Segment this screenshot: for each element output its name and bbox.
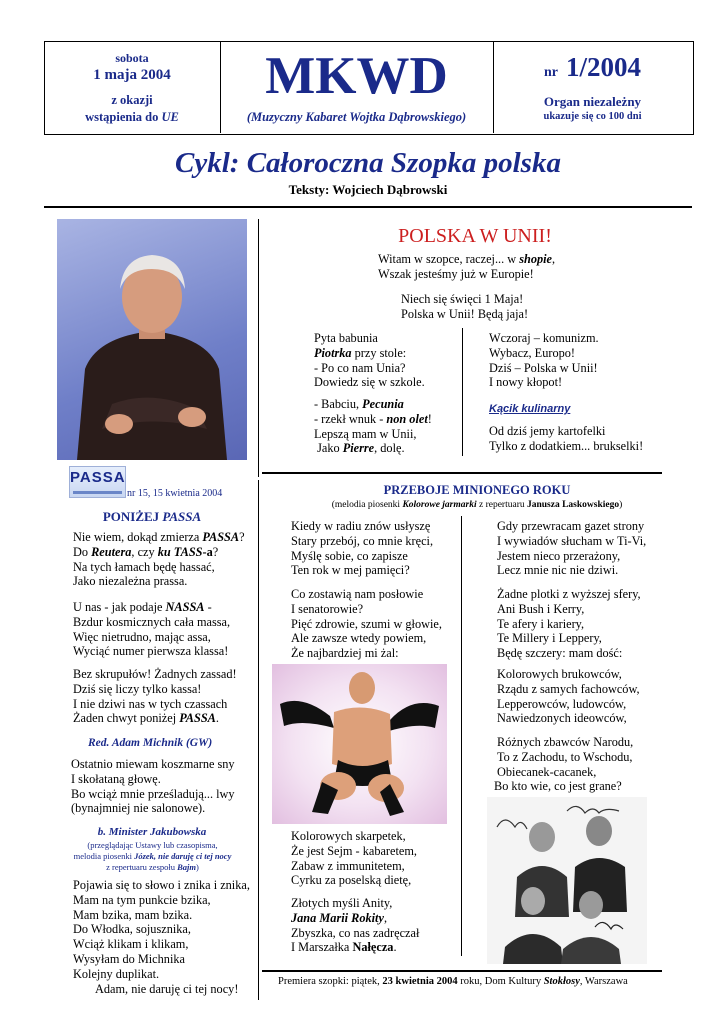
- przeboje-note: (melodia piosenki Kolorowe jarmarki z repertuaru Janusza Laskowskiego): [331, 500, 623, 510]
- przeboje-title: PRZEBOJE MINIONEGO ROKU: [383, 483, 571, 497]
- portrait-illustration: [57, 219, 247, 460]
- headline-title: Cykl: Całoroczna Szopka polska: [175, 147, 561, 179]
- column-divider-bottom: [258, 480, 259, 1000]
- masthead-issue: nr 1/2004: [543, 52, 641, 82]
- footer-premiere: Premiera szopki: piątek, 23 kwietnia 2004 roku, Dom Kultury Stokłosy, Warszawa: [278, 976, 628, 987]
- michnik-stanza: Ostatnio miewam koszmarne sny I skołataną głowę. Bo wciąż mnie prześladują... lwy (bynajmniej nie salonowe).: [71, 757, 235, 816]
- polska-right-stanza-2: Od dziś jemy kartofelki Tylko z dodatkiem... brukselki!: [489, 424, 644, 453]
- passa-stanza-1: Nie wiem, dokąd zmierza PASSA? Do Reutera, czy ku TASS-a? Na tych łamach będę hassać, Jako niezależna prassa.: [73, 530, 245, 589]
- section-rule: [262, 472, 662, 474]
- masthead-occasion-2: wstąpienia do UE: [85, 110, 179, 124]
- masthead-occasion-1: z okazji: [111, 93, 153, 107]
- masthead-subtitle: (Muzyczny Kabaret Wojtka Dąbrowskiego): [246, 110, 467, 124]
- jakubowska-note: (przeglądając Ustawy lub czasopisma, melodia piosenki Józek, nie daruję ci tej nocy z repertuaru zespołu Bajm): [73, 840, 232, 872]
- portrait-photo: [57, 219, 247, 460]
- przeboje-right-2: Żadne plotki z wyższej sfery, Ani Bush i Kerry, Te afery i kariery, Te Millery i Leppery, Będę szczery: mam dość:: [497, 587, 641, 661]
- headline-rule: [44, 206, 692, 208]
- group-photo: [487, 797, 647, 964]
- polska-left-stanza-2: - Babciu, Pecunia - rzekł wnuk - non olet! Lepszą mam w Unii, Jako Pierre, dolę.: [314, 397, 432, 456]
- masthead-date: 1 maja 2004: [93, 67, 171, 83]
- przeboje-left-1: Kiedy w radiu znów usłyszę Stary przebój, co mnie kręci, Myślę sobie, co zapisze Ten rok w mej pamięci?: [291, 519, 434, 578]
- jumping-figure-photo: [272, 664, 447, 824]
- jakubowska-stanza: Pojawia się to słowo i znika i znika, Mam na tym punkcie bzika, Mam bzika, mam bzika. Do Włodka, sojusznika, Wciąż klikam i klikam, Wysyłam do Michnika Kolejny duplikat. Adam, nie daruję ci tej nocy!: [73, 878, 250, 996]
- michnik-title: Red. Adam Michnik (GW): [88, 737, 213, 749]
- passa-stanza-2: U nas - jak podaje NASSA - Bzdur kosmicznych cała massa, Więc nietrudno, mając assa, Wyciąć numer pierwsza klassa!: [73, 600, 231, 659]
- passa-title: PONIŻEJ PASSA: [102, 509, 202, 524]
- przeboje-left-2: Co zostawią nam posłowie I senatorowie? Pięć zdrowie, szumi w głowie, Ale zawsze wtedy powiem, Że najbardziej mi żal:: [291, 587, 442, 661]
- przeboje-right-1: Gdy przewracam gazet strony I wywiadów słucham w Ti-Vi, Jestem nieco przerażony, Lecz mnie nic nie dziwi.: [497, 519, 647, 578]
- polska-intro: Witam w szopce, raczej... w shopie, Wszak jesteśmy już w Europie!: [378, 252, 556, 281]
- polska-title: POLSKA W UNII!: [398, 225, 552, 247]
- masthead-day: sobota: [115, 51, 149, 65]
- polska-right-stanza-1: Wczoraj – komunizm. Wybacz, Europo! Dziś – Polska w Unii! I nowy kłopot!: [489, 331, 599, 390]
- kacik-kulinarny: Kącik kulinarny: [489, 403, 571, 415]
- headline-authors: Teksty: Wojciech Dąbrowski: [288, 182, 448, 197]
- polska-intro-2: Niech się święci 1 Maja! Polska w Unii! Będą jaja!: [401, 292, 529, 321]
- passa-logo-text: PASSA: [70, 469, 126, 486]
- przeboje-left-4: Złotych myśli Anity, Jana Marii Rokity, Zbyszka, co nas zadręczał I Marszałka Nałęcza.: [291, 896, 420, 955]
- column-divider-top: [258, 219, 259, 477]
- footer-rule: [262, 970, 662, 972]
- polska-left-stanza-1: Pyta babunia Piotrka przy stole: - Po co nam Unia? Dowiedz się w szkole.: [314, 331, 425, 390]
- przeboje-right-4: Różnych zbawców Narodu, To z Zachodu, to Wschodu, Obiecanek-cacanek, Bo kto wie, co jest grane?: [494, 735, 634, 794]
- passa-stanza-3: Bez skrupułów! Żadnych zassad! Dziś się liczy tylko kassa! I nie dziwi nas w tych czassach Żaden chwyt poniżej PASSA.: [73, 667, 237, 726]
- jumping-figure-illustration: [272, 664, 447, 824]
- group-illustration: [487, 797, 647, 964]
- masthead-organ: Organ niezależny: [543, 94, 642, 109]
- passa-logo: [69, 466, 126, 498]
- passa-issue: nr 15, 15 kwietnia 2004: [127, 488, 223, 499]
- przeboje-right-3: Kolorowych brukowców, Rządu z samych fachowców, Lepperowców, ludowców, Nawiedzonych ideowców,: [497, 667, 640, 726]
- passa-logo-bar: [73, 491, 122, 494]
- przeboje-left-3: Kolorowych skarpetek, Że jest Sejm - kabaretem, Zabaw z immunitetem, Cyrku za poselską dietę,: [291, 829, 417, 888]
- masthead-title: MKWD: [265, 47, 448, 105]
- masthead-frequency: ukazuje się co 100 dni: [543, 111, 642, 122]
- jakubowska-title: b. Minister Jakubowska: [97, 826, 207, 838]
- polska-divider: [462, 328, 463, 456]
- przeboje-divider: [461, 516, 462, 956]
